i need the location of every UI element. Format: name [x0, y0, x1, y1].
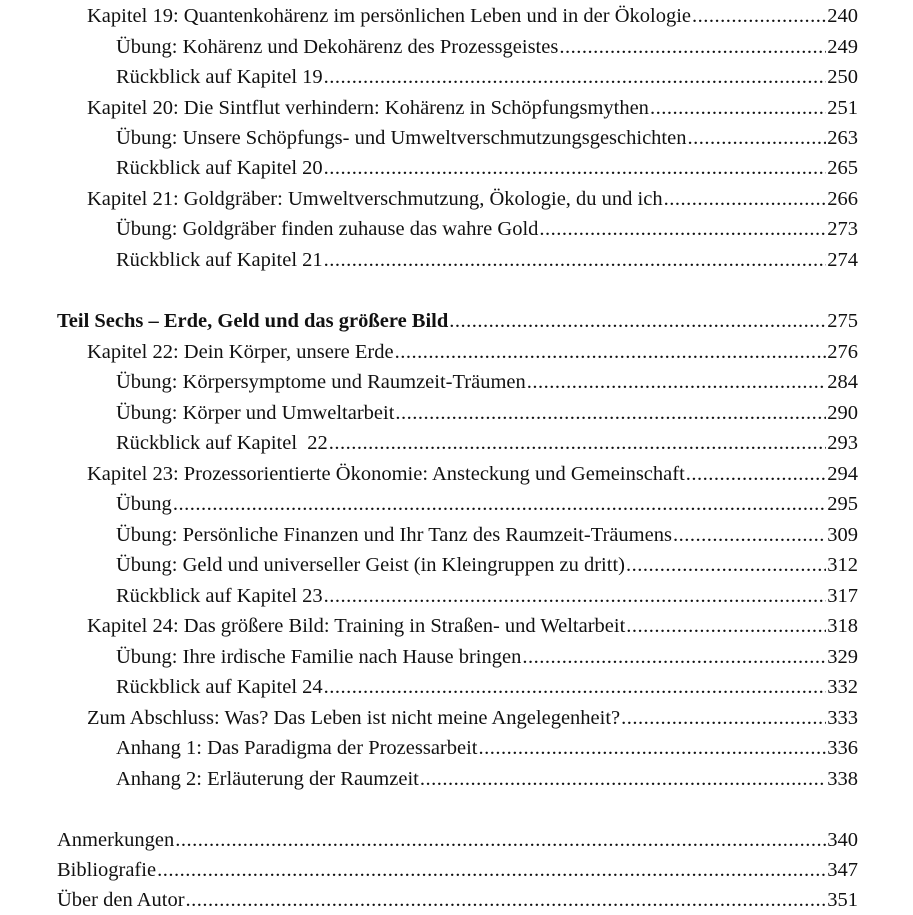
toc-leader-dots	[420, 764, 826, 794]
toc-entry-page: 251	[827, 97, 858, 119]
toc-entry-title: Rückblick auf Kapitel 24	[116, 676, 323, 698]
toc-entry-page: 336	[827, 737, 858, 759]
toc-entry-title: Rückblick auf Kapitel 21	[116, 249, 323, 271]
toc-entry-page: 273	[827, 218, 858, 240]
toc-entry	[87, 703, 858, 733]
toc-entry-page: 284	[827, 371, 858, 393]
toc-entry-page: 347	[827, 859, 858, 881]
toc-leader-dots	[664, 184, 827, 214]
toc-entry	[116, 123, 858, 153]
toc-entry	[87, 611, 858, 641]
toc-leader-dots	[324, 62, 827, 92]
toc-leader-dots	[324, 153, 827, 183]
toc-entry-title: Anmerkungen	[57, 829, 175, 851]
toc-entry-page: 265	[827, 157, 858, 179]
toc-entry-title: Rückblick auf Kapitel 19	[116, 66, 323, 88]
toc-entry-title: Übung: Persönliche Finanzen und Ihr Tanz des Raumzeit-Träumens	[116, 524, 672, 546]
toc-entry-page: 250	[827, 66, 858, 88]
toc-entry-title: Zum Abschluss: Was? Das Leben ist nicht meine Angelegenheit?	[87, 707, 621, 729]
toc-entry-page: 318	[827, 615, 858, 637]
toc-leader-dots	[539, 214, 826, 244]
toc-leader-dots	[687, 123, 826, 153]
toc-leader-dots	[522, 642, 826, 672]
toc-entry-page: 340	[827, 829, 858, 851]
toc-entry	[116, 764, 858, 794]
toc-leader-dots	[621, 703, 826, 733]
toc-entry-title: Rückblick auf Kapitel 22	[116, 432, 328, 454]
toc-entry	[87, 93, 858, 123]
toc-entry	[116, 642, 858, 672]
toc-leader-dots	[479, 733, 827, 763]
toc-entry-page: 276	[827, 341, 858, 363]
toc-entry-page: 294	[827, 463, 858, 485]
toc-leader-dots	[324, 672, 827, 702]
toc-entry	[116, 62, 858, 92]
toc-entry	[116, 428, 858, 458]
toc-entry	[116, 733, 858, 763]
toc-entry	[116, 153, 858, 183]
toc-entry-title: Übung	[116, 493, 172, 515]
toc-entry-title: Kapitel 20: Die Sintflut verhindern: Kohärenz in Schöpfungsmythen	[87, 97, 649, 119]
toc-entry	[116, 672, 858, 702]
toc-entry-title: Über den Autor	[57, 889, 185, 911]
toc-entry-page: 329	[827, 646, 858, 668]
toc-entry-title: Anhang 1: Das Paradigma der Prozessarbeit	[116, 737, 478, 759]
toc-entry	[116, 489, 858, 519]
toc-leader-dots	[324, 581, 827, 611]
toc-entry-title: Kapitel 19: Quantenkohärenz im persönlichen Leben und in der Ökologie	[87, 5, 691, 27]
toc-leader-dots	[395, 337, 827, 367]
toc-entry-page: 266	[827, 188, 858, 210]
toc-entry	[116, 550, 858, 580]
toc-entry-page: 333	[827, 707, 858, 729]
toc-entry	[87, 337, 858, 367]
toc-entry	[116, 520, 858, 550]
toc-leader-dots	[626, 550, 826, 580]
toc-entry	[116, 581, 858, 611]
toc-entry-page: 317	[827, 585, 858, 607]
toc-leader-dots	[186, 885, 827, 915]
toc-entry-title: Rückblick auf Kapitel 20	[116, 157, 323, 179]
toc-entry-page: 249	[827, 36, 858, 58]
toc-leader-dots	[449, 306, 826, 336]
toc-entry	[87, 184, 858, 214]
toc-leader-dots	[650, 93, 826, 123]
toc-entry	[116, 367, 858, 397]
toc-entry-title: Kapitel 21: Goldgräber: Umweltverschmutzung, Ökologie, du und ich	[87, 188, 663, 210]
toc-entry-title: Übung: Goldgräber finden zuhause das wahre Gold	[116, 218, 539, 240]
toc-entry-page: 309	[827, 524, 858, 546]
toc-leader-dots	[175, 825, 826, 855]
toc-entry-page: 351	[827, 889, 858, 911]
toc-leader-dots	[686, 459, 826, 489]
toc-entry-title: Übung: Unsere Schöpfungs- und Umweltverschmutzungsgeschichten	[116, 127, 687, 149]
toc-entry	[116, 398, 858, 428]
toc-entry	[57, 825, 858, 855]
toc-entry-page: 275	[827, 310, 858, 332]
toc-entry-title: Übung: Körper und Umweltarbeit	[116, 402, 395, 424]
toc-leader-dots	[173, 489, 826, 519]
toc-entry-title: Rückblick auf Kapitel 23	[116, 585, 323, 607]
toc-entry-title: Übung: Ihre irdische Familie nach Hause bringen	[116, 646, 522, 668]
toc-entry-page: 332	[827, 676, 858, 698]
toc-entry-page: 240	[827, 5, 858, 27]
toc-leader-dots	[157, 855, 826, 885]
toc-entry	[87, 1, 858, 31]
toc-leader-dots	[692, 1, 826, 31]
toc-leader-dots	[626, 611, 826, 641]
toc-leader-dots	[527, 367, 827, 397]
toc-entry-title: Übung: Körpersymptome und Raumzeit-Träumen	[116, 371, 526, 393]
toc-leader-dots	[324, 245, 827, 275]
toc-entry-title: Anhang 2: Erläuterung der Raumzeit	[116, 768, 419, 790]
toc-entry	[116, 245, 858, 275]
toc-leader-dots	[559, 32, 826, 62]
toc-entry-title: Kapitel 24: Das größere Bild: Training in Straßen- und Weltarbeit	[87, 615, 626, 637]
toc-entry-title: Kapitel 22: Dein Körper, unsere Erde	[87, 341, 394, 363]
toc-entry	[87, 459, 858, 489]
toc-leader-dots	[395, 398, 826, 428]
toc-entry-page: 290	[827, 402, 858, 424]
toc-entry-title: Teil Sechs – Erde, Geld und das größere Bild	[57, 310, 449, 332]
toc-entry-title: Kapitel 23: Prozessorientierte Ökonomie: Ansteckung und Gemeinschaft	[87, 463, 685, 485]
toc-leader-dots	[673, 520, 826, 550]
toc-leader-dots	[329, 428, 826, 458]
toc-entry	[57, 855, 858, 885]
toc-entry-title: Bibliografie	[57, 859, 157, 881]
toc-entry-page: 295	[827, 493, 858, 515]
toc-entry-title: Übung: Geld und universeller Geist (in Kleingruppen zu dritt)	[116, 554, 625, 576]
toc-entry-page: 263	[827, 127, 858, 149]
toc-entry-page: 293	[827, 432, 858, 454]
toc-entry-page: 338	[827, 768, 858, 790]
toc-entry	[116, 214, 858, 244]
toc-entry-title: Übung: Kohärenz und Dekohärenz des Prozessgeistes	[116, 36, 559, 58]
toc-entry	[116, 32, 858, 62]
toc-entry-page: 312	[827, 554, 858, 576]
toc-part-heading	[57, 306, 858, 336]
toc-entry-page: 274	[827, 249, 858, 271]
toc-entry	[57, 885, 858, 915]
